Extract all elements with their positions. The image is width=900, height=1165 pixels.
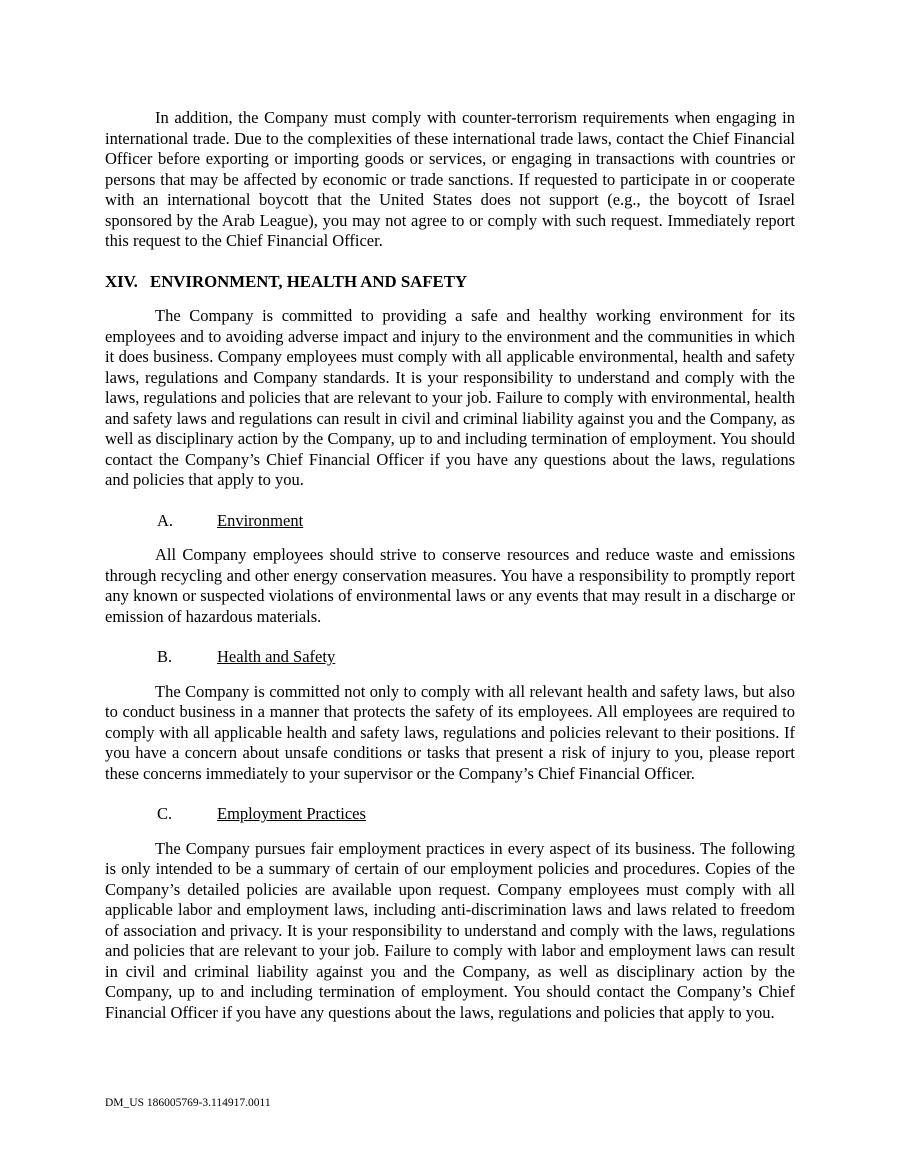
subsection-title: Environment [217,510,304,530]
subsection-title: Employment Practices [217,804,366,823]
intro-paragraph: In addition, the Company must comply with counter-terrorism requirements when engaging in international trade. Due to the complexities of these international trade laws, contact the Chief Financial Officer before exporting or importing goods or services, or engaging in transactions with countries or persons that may be affected by economic or trade sanctions. If requested to participate in or cooperate with an international boycott that the United States does not support (e.g., the boycott of Israel sponsored by the Arab League), you may not agree to or comply with such request. Immediately report this request to the Chief Financial Officer. [105,108,795,250]
document-id-footer: DM_US 186005769-3.114917.0011 [105,1097,271,1109]
subsection-letter: A. [157,510,174,530]
subsection-heading-health-and-safety [157,647,795,668]
subsection-paragraph-environment: All Company employees should strive to conserve resources and reduce waste and emissions through recycling and other energy conservation measures. You have a responsibility to promptly report any known or suspected violations of environmental laws or any events that may result in a discharge or emission of hazardous materials. [105,545,795,626]
subsection-heading-employment-practices [157,804,795,825]
subsection-letter: C. [157,804,173,823]
subsection-heading-environment [157,511,795,532]
section-lead-paragraph: The Company is committed to providing a safe and healthy working environment for its employees and to avoiding adverse impact and injury to the environment and the communities in which it does business. Company employees must comply with all applicable environmental, health and safety laws, regulations and Company standards. It is your responsibility to understand and comply with the laws, regulations and policies that are relevant to your job. Failure to comply with environmental, health and safety laws and regulations can result in civil and criminal liability against you and the Company, as well as disciplinary action by the Company, up to and including termination of employment. You should contact the Company’s Chief Financial Officer if you have any questions about the laws, regulations and policies that apply to you. [105,306,795,489]
subsection-paragraph-health-and-safety: The Company is committed not only to comply with all relevant health and safety laws, but also to conduct business in a manner that protects the safety of its employees. All employees are required to comply with all applicable health and safety laws, regulations and policies relevant to their positions. If you have a concern about unsafe conditions or tasks that present a risk of injury to you, please report these concerns immediately to your supervisor or the Company’s Chief Financial Officer. [105,681,795,783]
section-title: ENVIRONMENT, HEALTH AND SAFETY [150,271,468,291]
subsection-paragraph-employment-practices: The Company pursues fair employment practices in every aspect of its business. The following is only intended to be a summary of certain of our employment policies and procedures. Copies of the Company’s detailed policies are available upon request. Company employees must comply with all applicable labor and employment laws, including anti-discrimination laws and laws related to freedom of association and privacy. It is your responsibility to understand and comply with the laws, regulations and policies that are relevant to your job. Failure to comply with labor and employment laws can result in civil and criminal liability against you and the Company, as well as disciplinary action by the Company, up to and including termination of employment. You should contact the Company’s Chief Financial Officer if you have any questions about the laws, regulations and policies that apply to you. [105,838,795,1022]
section-heading [105,272,795,293]
subsection-letter: B. [157,647,173,666]
section-number: XIV. [105,271,138,291]
subsection-title: Health and Safety [217,647,336,666]
